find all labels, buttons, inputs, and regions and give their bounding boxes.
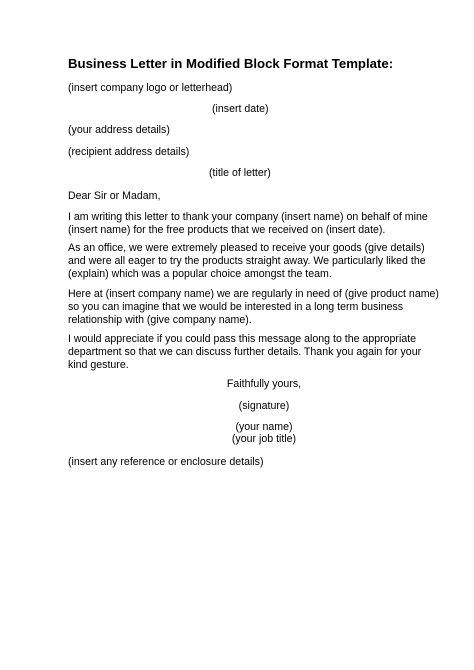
signature-placeholder: (signature) <box>238 400 290 412</box>
paragraph-line: I would appreciate if you could pass this message along to the appropriate <box>68 333 417 345</box>
sender-name: (your name) <box>235 421 293 433</box>
paragraph-line: department so that we can discuss further details. Thank you again for your <box>68 346 422 358</box>
enclosure-details: (insert any reference or enclosure details) <box>68 456 264 468</box>
paragraph-line: As an office, we were extremely pleased to receive your goods (give details) <box>68 242 425 254</box>
paragraph-line: I am writing this letter to thank your company (insert name) on behalf of mine <box>68 211 428 223</box>
paragraph-line: (insert name) for the free products that we received on (insert date). <box>68 224 386 236</box>
body-paragraph <box>68 288 439 327</box>
recipient-address: (recipient address details) <box>68 146 190 158</box>
sender-job-title: (your job title) <box>231 433 297 445</box>
body-paragraph <box>68 333 422 372</box>
paragraph-line: Here at (insert company name) we are regularly in need of (give product name) <box>68 288 439 300</box>
document-title: Business Letter in Modified Block Format Template: <box>68 56 394 71</box>
paragraph-line: and were all eager to try the products straight away. We particularly liked the <box>68 255 426 267</box>
paragraph-line: kind gesture. <box>68 359 129 371</box>
paragraph-line: relationship with (give company name). <box>68 314 252 326</box>
paragraph-line: (explain) which was a popular choice amongst the team. <box>68 268 332 280</box>
paragraph-line: so you can imagine that we would be interested in a long term business <box>68 301 404 313</box>
body-paragraph <box>68 211 428 237</box>
body-paragraph <box>68 242 426 281</box>
letter-title: (title of letter) <box>209 167 271 179</box>
logo-placeholder: (insert company logo or letterhead) <box>68 82 233 94</box>
closing: Faithfully yours, <box>226 378 302 390</box>
date-placeholder: (insert date) <box>212 103 269 115</box>
salutation: Dear Sir or Madam, <box>68 190 161 202</box>
sender-address: (your address details) <box>68 124 170 136</box>
